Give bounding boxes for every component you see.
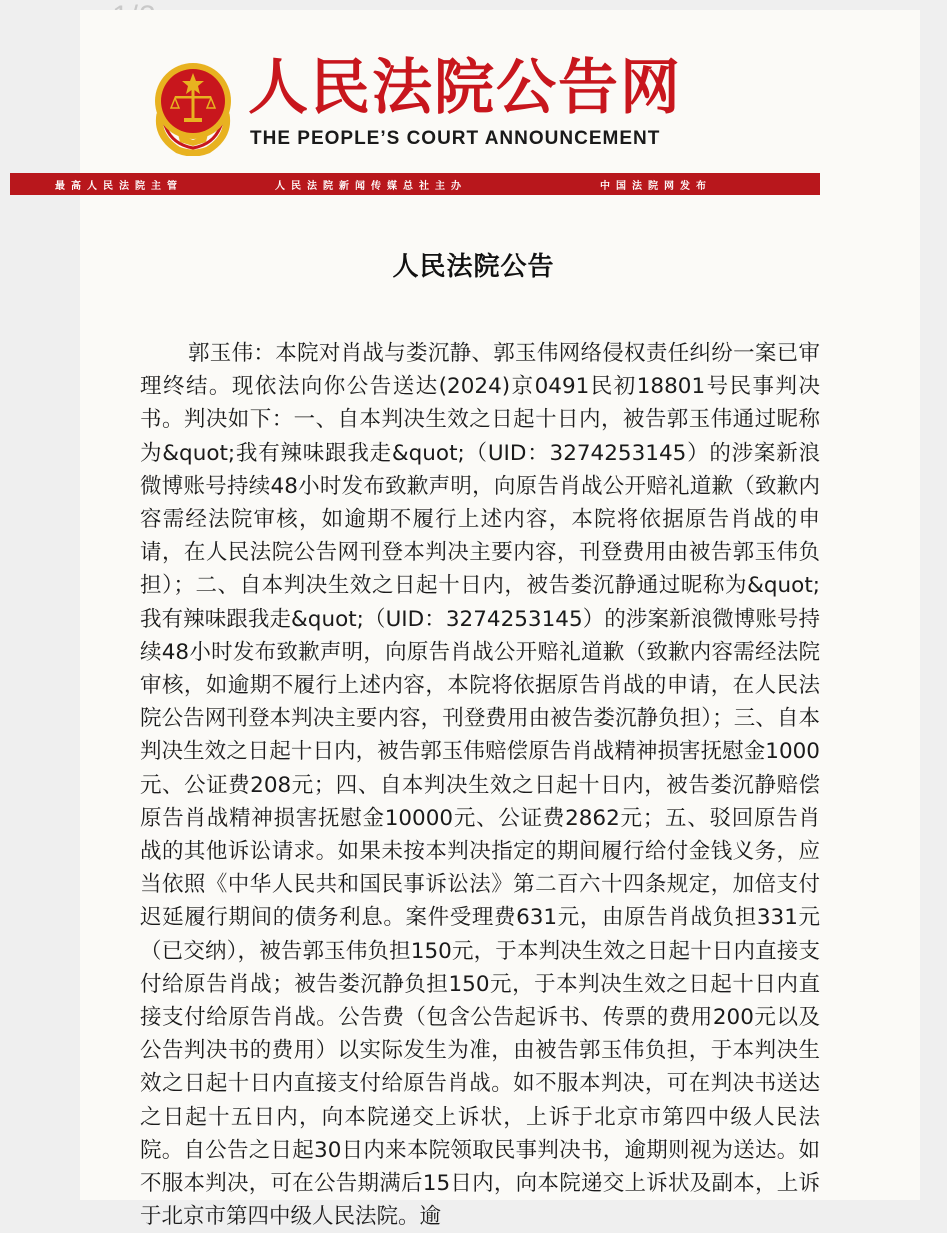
court-emblem-icon (148, 56, 238, 156)
banner-supervisor: 最高人民法院主管 (55, 180, 183, 192)
masthead-title-en: THE PEOPLE’S COURT ANNOUNCEMENT (250, 128, 661, 149)
document-body: 郭玉伟：本院对肖战与娄沉静、郭玉伟网络侵权责任纠纷一案已审理终结。现依法向你公告送达(2024)京0491民初18801号民事判决书。判决如下：一、自本判决生效之日起十日内，被告郭玉伟通过昵称为&quot;我有辣味跟我走&quot;（UID：3274253145）的涉案新浪微博账号持续48小时发布致歉声明，向原告肖战公开赔礼道歉（致歉内容需经法院审核，如逾期不履行上述内容，本院将依据原告肖战的申请，在人民法院公告网刊登本判决主要内容，刊登费用由被告郭玉伟负担）；二、自本判决生效之日起十日内，被告娄沉静通过昵称为&quot;我有辣味跟我走&quot;（UID：3274253145）的涉案新浪微博账号持续48小时发布致歉声明，向原告肖战公开赔礼道歉（致歉内容需经法院审核，如逾期不履行上述内容，本院将依据原告肖战的申请，在人民法院公告网刊登本判决主要内容，刊登费用由被告娄沉静负担）；三、自本判决生效之日起十日内，被告郭玉伟赔偿原告肖战精神损害抚慰金1000元、公证费208元；四、自本判决生效之日起十日内，被告娄沉静赔偿原告肖战精神损害抚慰金10000元、公证费2862元；五、驳回原告肖战的其他诉讼请求。如果未按本判决指定的期间履行给付金钱义务，应当依照《中华人民共和国民事诉讼法》第二百六十四条规定，加倍支付迟延履行期间的债务利息。案件受理费631元，由原告肖战负担331元（已交纳），被告郭玉伟负担150元，于本判决生效之日起十日内直接支付给原告肖战；被告娄沉静负担150元，于本判决生效之日起十日内直接支付给原告肖战。公告费（包含公告起诉书、传票的费用200元以及公告判决书的费用）以实际发生为准，由被告郭玉伟负担，于本判决生效之日起十日内直接支付给原告肖战。如不服本判决，可在判决书送达之日起十五日内，向本院递交上诉状，上诉于北京市第四中级人民法院。自公告之日起30日内来本院领取民事判决书，逾期则视为送达。如不服本判决，可在公告期满后15日内，向本院递交上诉状及副本，上诉于北京市第四中级人民法院。逾 (140, 341, 820, 1230)
masthead-title-cn: 人民法院公告网 (248, 53, 682, 123)
masthead-banner (10, 173, 820, 195)
document-title: 人民法院公告 (392, 252, 555, 282)
banner-organizer: 人民法院新闻传媒总社主办 (275, 180, 467, 192)
masthead (148, 53, 708, 166)
banner-publisher: 中国法院网发布 (600, 180, 712, 192)
